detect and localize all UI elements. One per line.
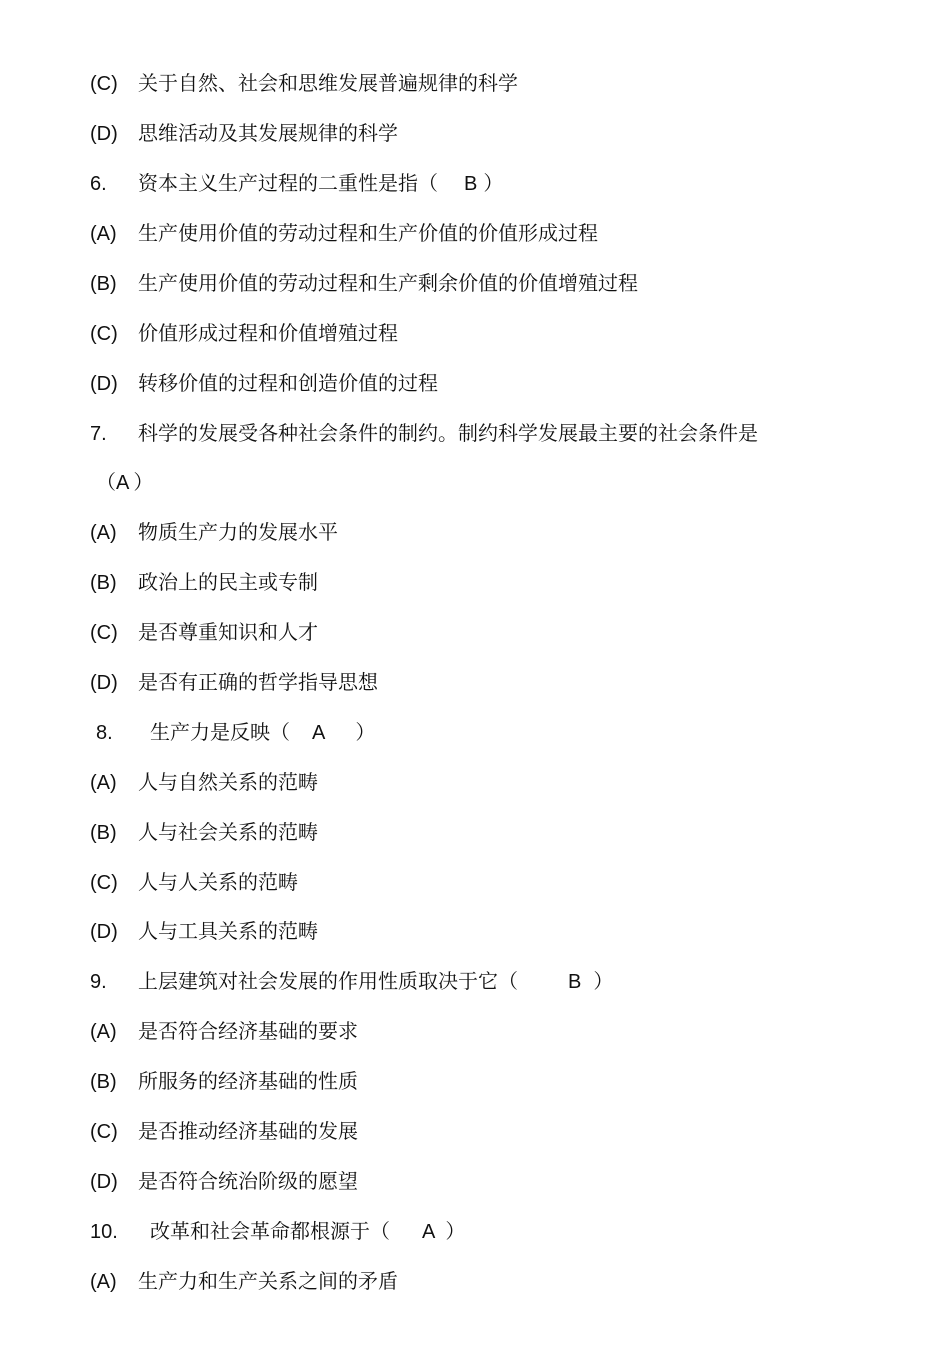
option-label: (A) [90,1021,117,1043]
option-text: 是否有正确的哲学指导思想 [138,670,378,694]
closing-paren: ） [483,171,504,195]
option-text: 是否尊重知识和人才 [138,620,318,644]
option-text: 生产使用价值的劳动过程和生产剩余价值的价值增殖过程 [138,271,638,295]
option-line [90,1066,358,1096]
answer-letter: B [568,971,582,993]
option-label: (A) [90,522,117,544]
question-number: 9. [90,971,107,993]
question-number: 8. [96,722,113,744]
option-line [90,218,598,248]
opening-paren: （ [96,470,116,494]
option-text: 是否推动经济基础的发展 [138,1119,358,1143]
question-text: 生产力是反映（ [150,720,290,744]
question-number: 6. [90,173,107,195]
option-text: 关于自然、社会和思维发展普遍规律的科学 [138,71,518,95]
option-line [90,617,318,647]
option-line [90,667,378,697]
option-label: (C) [90,323,118,345]
option-text: 政治上的民主或专制 [138,570,318,594]
option-label: (C) [90,1121,118,1143]
option-line [90,1016,358,1046]
option-label: (B) [90,273,117,295]
option-text: 生产使用价值的劳动过程和生产价值的价值形成过程 [138,221,598,245]
question-text: 资本主义生产过程的二重性是指（ [138,171,438,195]
option-label: (C) [90,622,118,644]
option-label: (D) [90,672,118,694]
option-line [90,368,438,398]
option-text: 人与自然关系的范畴 [138,770,318,794]
closing-paren: ） [593,969,614,993]
option-line [90,916,318,946]
option-line [90,268,638,298]
answer-line [96,467,153,497]
option-line [90,567,318,597]
option-label: (D) [90,123,118,145]
question-line [90,1216,465,1246]
option-line [90,867,298,897]
question-line [90,966,613,996]
answer-letter: A [116,472,130,494]
option-text: 是否符合统治阶级的愿望 [138,1169,358,1193]
option-label: (A) [90,772,117,794]
answer-letter: A [312,722,326,744]
question-text: 改革和社会革命都根源于（ [150,1219,390,1243]
option-label: (C) [90,73,118,95]
option-label: (B) [90,822,117,844]
question-line [96,717,375,747]
option-text: 是否符合经济基础的要求 [138,1019,358,1043]
option-line [90,517,338,547]
closing-paren: ） [445,1219,466,1243]
question-text: 科学的发展受各种社会条件的制约。制约科学发展最主要的社会条件是 [138,421,758,445]
option-line [90,68,518,98]
question-line [90,418,758,448]
option-text: 生产力和生产关系之间的矛盾 [138,1269,398,1293]
answer-letter: B [464,173,478,195]
option-text: 价值形成过程和价值增殖过程 [138,321,398,345]
option-text: 物质生产力的发展水平 [138,520,338,544]
question-line [90,168,503,198]
option-text: 人与社会关系的范畴 [138,820,318,844]
option-text: 思维活动及其发展规律的科学 [138,121,398,145]
option-text: 人与人关系的范畴 [138,870,298,894]
option-text: 转移价值的过程和创造价值的过程 [138,371,438,395]
question-number: 7. [90,423,107,445]
option-line [90,318,398,348]
option-line [90,1166,358,1196]
answer-letter: A [422,1221,436,1243]
closing-paren: ） [355,720,376,744]
option-line [90,1266,398,1296]
option-label: (D) [90,373,118,395]
option-line [90,767,318,797]
option-label: (A) [90,1271,117,1293]
question-number: 10. [90,1221,118,1243]
option-text: 所服务的经济基础的性质 [138,1069,358,1093]
option-line [90,817,318,847]
option-label: (B) [90,1071,117,1093]
closing-paren: ） [133,470,154,494]
option-label: (D) [90,1171,118,1193]
option-label: (B) [90,572,117,594]
option-label: (A) [90,223,117,245]
option-text: 人与工具关系的范畴 [138,919,318,943]
option-label: (D) [90,921,118,943]
option-line [90,118,398,148]
question-text: 上层建筑对社会发展的作用性质取决于它（ [138,969,518,993]
option-line [90,1116,358,1146]
option-label: (C) [90,872,118,894]
